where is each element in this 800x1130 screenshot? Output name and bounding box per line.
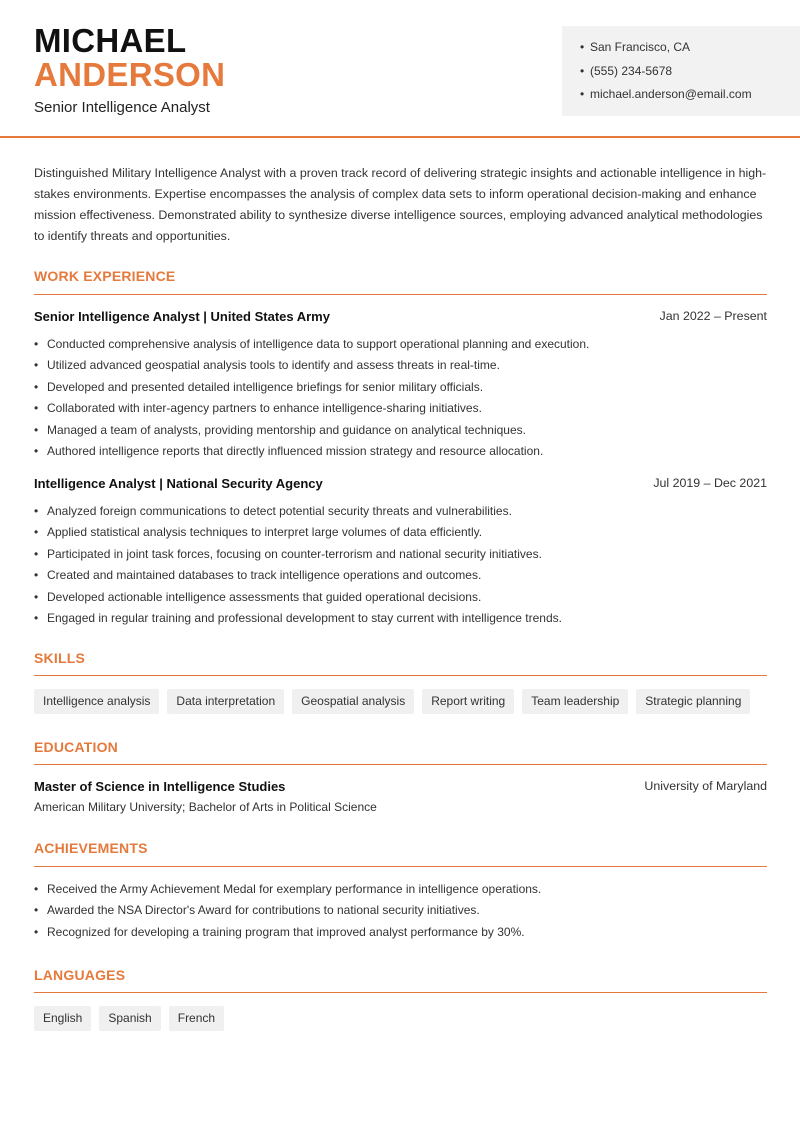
bullet-icon: • (580, 87, 585, 101)
languages-heading: LANGUAGES (34, 967, 126, 983)
contact-phone-text: (555) 234-5678 (590, 63, 673, 78)
education-header (34, 779, 767, 794)
list-item: • Managed a team of analysts, providing mentorship and guidance on analytical techniques. (34, 422, 526, 437)
list-item: • Conducted comprehensive analysis of intelligence data to support operational planning and execution. (34, 337, 590, 351)
job-role: Intelligence Analyst | National Security Agency (34, 476, 323, 491)
education-heading: EDUCATION (34, 739, 118, 755)
summary-paragraph: Distinguished Military Intelligence Analyst with a proven track record of delivering strategic insights and actionable intelligence in high-stakes environments. Expertise encompasses the analysis of complex data sets to inform operational decision-making and enhance mission effectiveness. Demonstrated ability to synthesize diverse intelligence sources, employing advanced analytical methodologies to identify threats and opportunities. (34, 166, 767, 243)
skill-chip: Intelligence analysis (34, 689, 159, 714)
skills-heading: SKILLS (34, 650, 85, 666)
achievements-heading: ACHIEVEMENTS (34, 840, 148, 856)
list-item: • Recognized for developing a training program that improved analyst performance by 30%. (34, 924, 525, 939)
contact-phone (580, 62, 800, 86)
job-bullets (34, 502, 767, 630)
work-experience-heading: WORK EXPERIENCE (34, 268, 176, 284)
bullet-icon: • (580, 40, 585, 54)
list-item: • Created and maintained databases to track intelligence operations and outcomes. (34, 568, 482, 583)
job-bullets (34, 335, 767, 463)
last-name: ANDERSON (34, 56, 226, 93)
education-detail: American Military University; Bachelor of Arts in Political Science (34, 800, 377, 814)
section-divider (34, 675, 767, 676)
list-item: • Applied statistical analysis techniques to interpret large volumes of data efficiently. (34, 525, 483, 540)
job-dates: Jul 2019 – Dec 2021 (653, 476, 767, 490)
job-dates: Jan 2022 – Present (659, 309, 767, 323)
job-header (34, 476, 767, 491)
skill-chip: Strategic planning (636, 689, 750, 714)
list-item: • Developed actionable intelligence assessments that guided operational decisions. (34, 589, 482, 604)
contact-email (580, 85, 800, 109)
contact-email-text: michael.anderson@email.com (590, 87, 752, 101)
job-header (34, 309, 767, 324)
section-divider (34, 866, 767, 867)
list-item: • Received the Army Achievement Medal for exemplary performance in intelligence operations. (34, 882, 542, 896)
list-item: • Authored intelligence reports that directly influenced mission strategy and resource allocation. (34, 443, 544, 458)
list-item: • Collaborated with inter-agency partners to enhance intelligence-sharing initiatives. (34, 401, 482, 416)
list-item: • Analyzed foreign communications to detect potential security threats and vulnerabilities. (34, 504, 512, 518)
skill-chip: Team leadership (522, 689, 628, 714)
skill-chip: Geospatial analysis (292, 689, 414, 714)
section-divider (34, 294, 767, 295)
contact-location-text: San Francisco, CA (590, 40, 691, 54)
language-chip: French (169, 1006, 224, 1031)
list-item: • Awarded the NSA Director's Award for contributions to national security initiatives. (34, 903, 480, 918)
language-chip: Spanish (99, 1006, 160, 1031)
section-divider (34, 764, 767, 765)
bullet-icon: • (580, 63, 585, 78)
first-name: MICHAEL (34, 22, 187, 59)
list-item: • Developed and presented detailed intelligence briefings for senior military officials. (34, 379, 484, 394)
achievements-list (34, 880, 767, 944)
resume-header (0, 0, 800, 138)
job-title: Senior Intelligence Analyst (34, 99, 210, 116)
list-item: • Engaged in regular training and professional development to stay current with intelligence trends. (34, 610, 562, 625)
skill-chip: Report writing (422, 689, 514, 714)
contact-location (580, 38, 800, 62)
list-item: • Participated in joint task forces, focusing on counter-terrorism and national security initiatives. (34, 546, 542, 561)
languages-list (34, 1006, 224, 1031)
skill-chip: Data interpretation (167, 689, 284, 714)
contact-box (562, 26, 800, 116)
list-item: • Utilized advanced geospatial analysis tools to identify and assess threats in real-time. (34, 358, 500, 373)
job-role: Senior Intelligence Analyst | United States Army (34, 309, 330, 324)
school-name: University of Maryland (644, 779, 767, 793)
language-chip: English (34, 1006, 91, 1031)
section-divider (34, 992, 767, 993)
skills-list (34, 689, 750, 714)
degree-title: Master of Science in Intelligence Studies (34, 779, 286, 794)
